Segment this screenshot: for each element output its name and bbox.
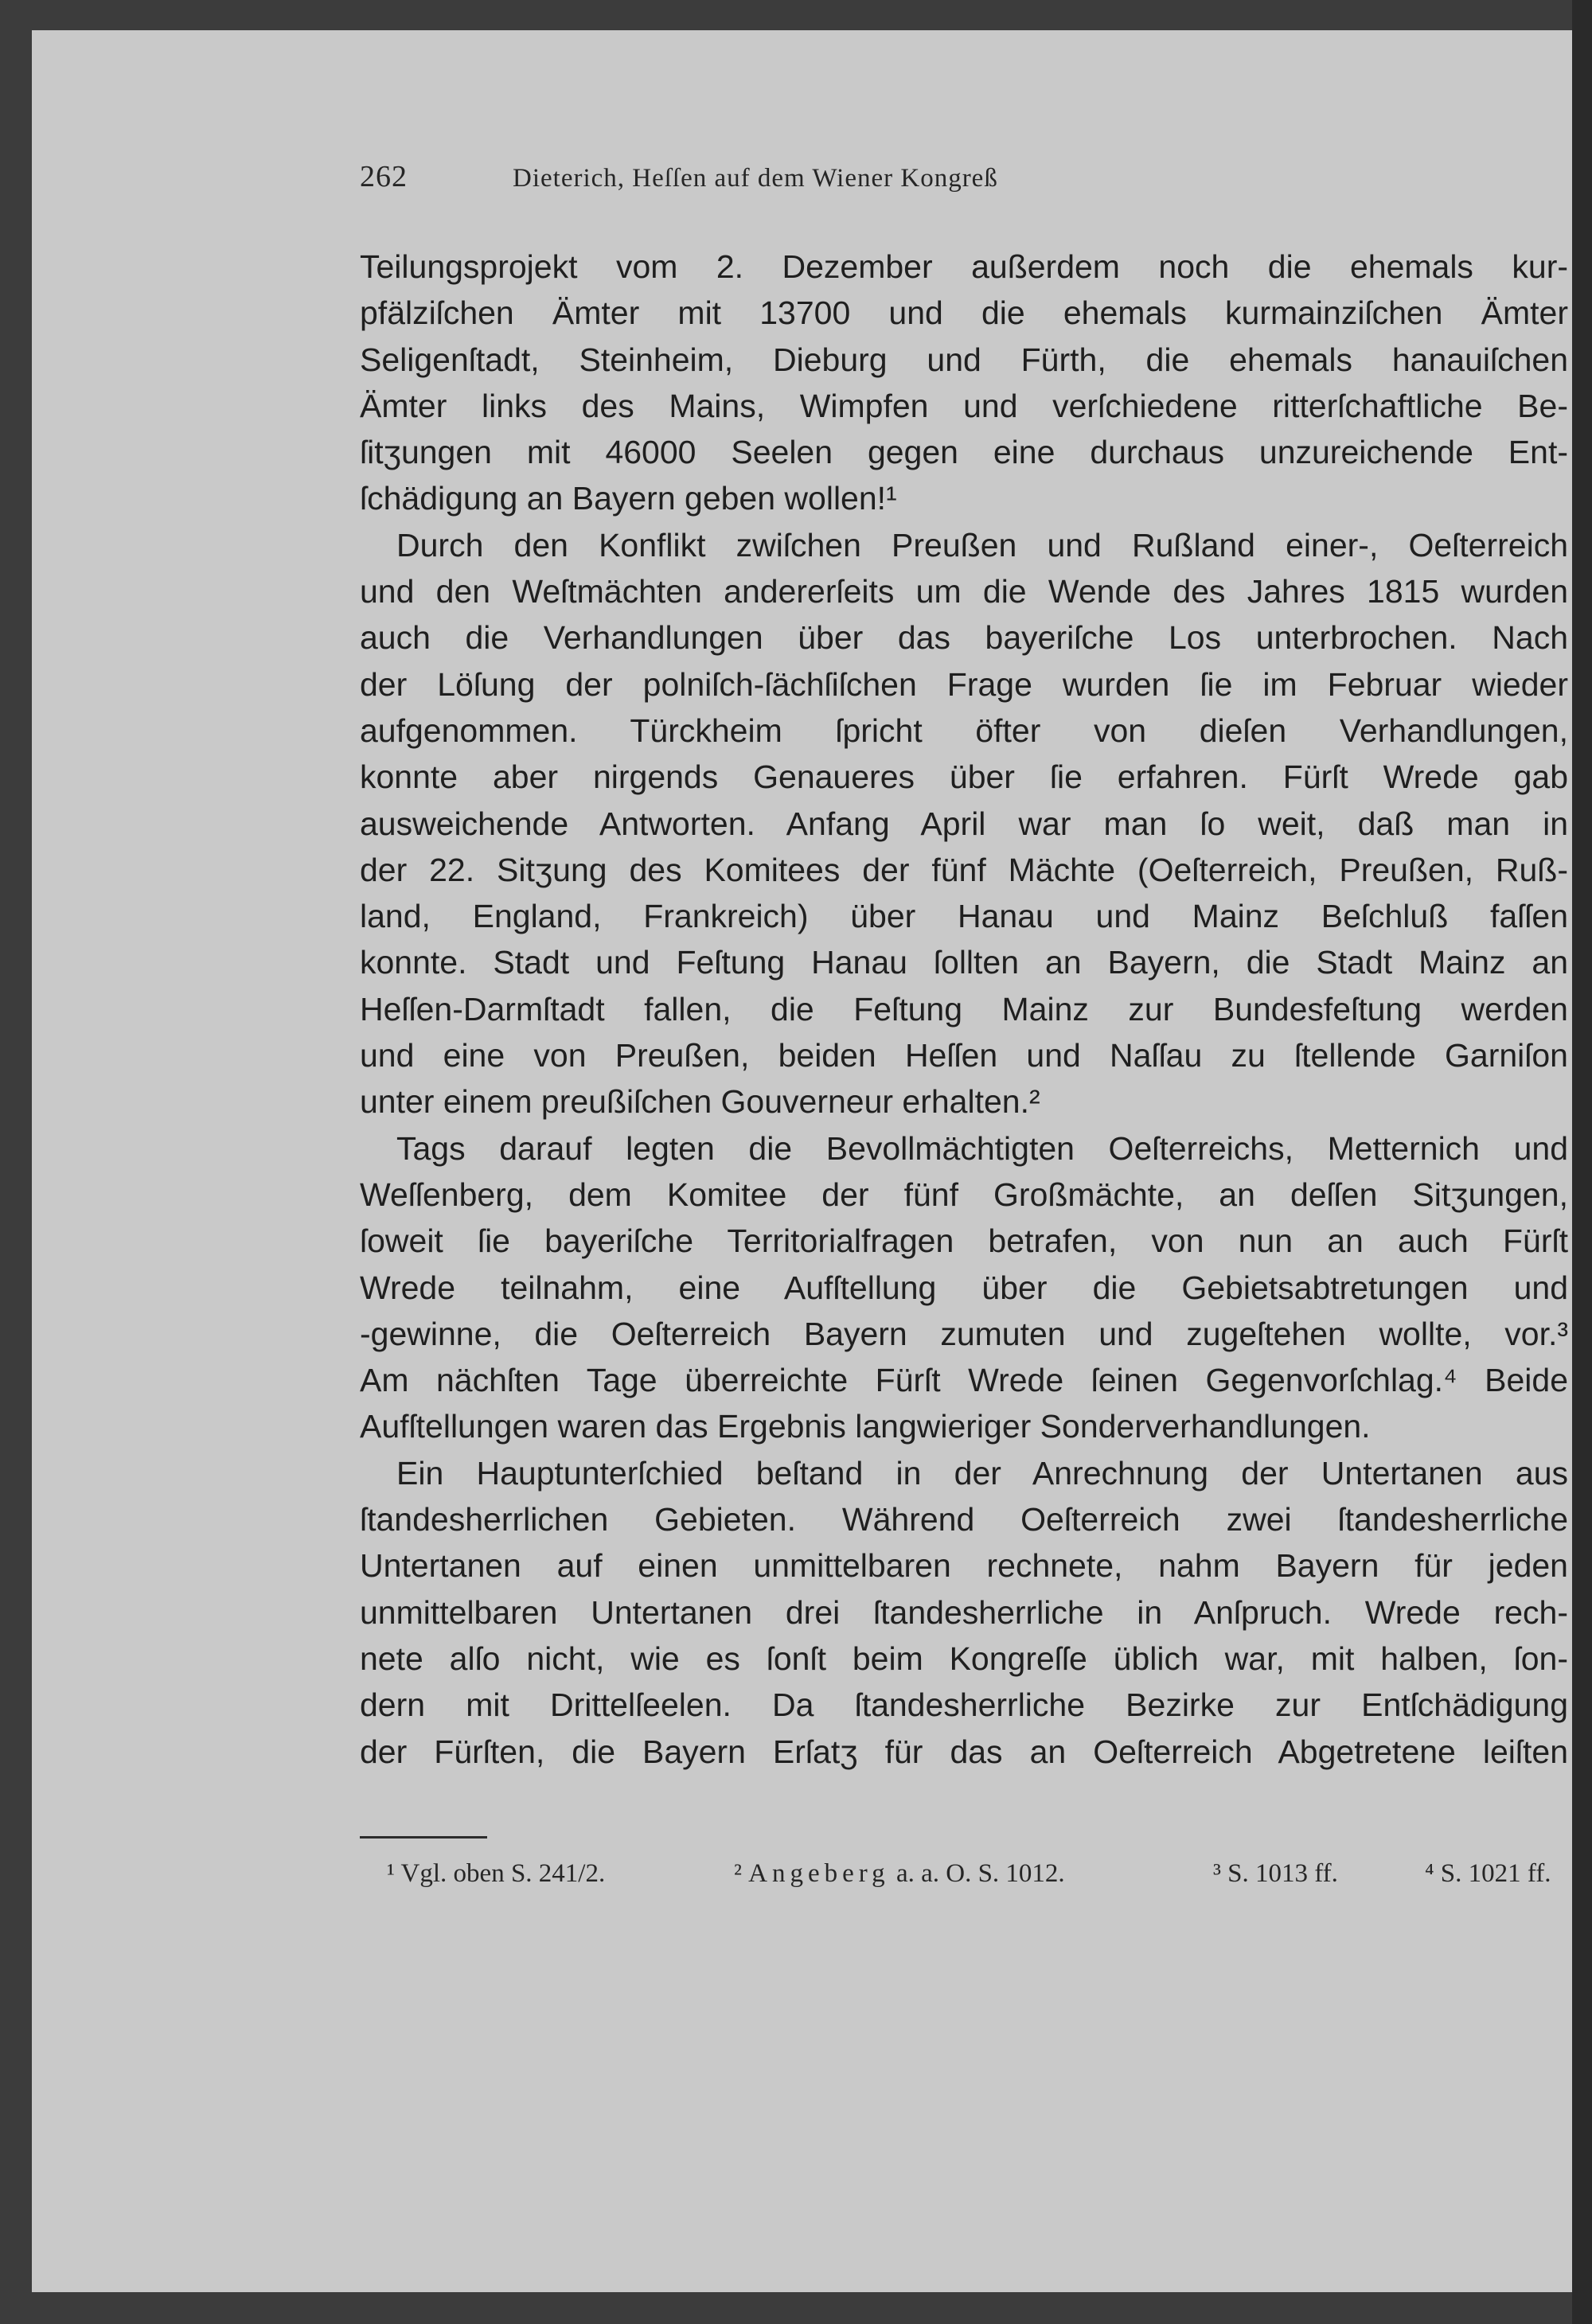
text-line: konnte. Stadt und Feſtung Hanau ſollten an Bayern, die Stadt Mainz an	[360, 944, 1568, 981]
footnote-1: ¹ Vgl. oben S. 241/2.	[387, 1859, 606, 1888]
text-line: Aufſtellungen waren das Ergebnis langwieriger Sonderverhandlungen.	[360, 1408, 1371, 1445]
text-line: unmittelbaren Untertanen drei ſtandesherrliche in Anſpruch. Wrede rech-	[360, 1593, 1568, 1631]
text-line: ſitʒungen mit 46000 Seelen gegen eine durchaus unzureichende Ent-	[360, 434, 1568, 471]
footnote-4: ⁴ S. 1021 ff.	[1425, 1859, 1551, 1888]
paragraph-start-line: Tags darauf legten die Bevollmächtigten Oeſterreichs, Metternich und	[396, 1129, 1568, 1167]
paragraph-start-line: Ein Hauptunterſchied beſtand in der Anrechnung der Untertanen aus	[396, 1454, 1568, 1491]
text-line: ausweichende Antworten. Anfang April war man ſo weit, daß man in	[360, 805, 1568, 842]
text-line: Wrede teilnahm, eine Aufſtellung über die Gebietsabtretungen und	[360, 1269, 1568, 1306]
text-line: Teilungsprojekt vom 2. Dezember außerdem noch die ehemals kur-	[360, 248, 1568, 285]
page-binding-edge	[1572, 0, 1592, 2324]
text-line: Heſſen-Darmſtadt fallen, die Feſtung Mainz zur Bundesfeſtung werden	[360, 990, 1568, 1027]
text-line: und eine von Preußen, beiden Heſſen und Naſſau zu ſtellende Garniſon	[360, 1037, 1568, 1074]
footnote-divider	[360, 1836, 487, 1839]
text-line: aufgenommen. Türckheim ſpricht öfter von dieſen Verhandlungen,	[360, 712, 1568, 749]
text-line: ſoweit ſie bayeriſche Territorialfragen betrafen, von nun an auch Fürſt	[360, 1222, 1568, 1260]
text-line: dern mit Drittelſeelen. Da ſtandesherrliche Bezirke zur Entſchädigung	[360, 1686, 1568, 1724]
text-line: land, England, Frankreich) über Hanau und Mainz Beſchluß faſſen	[360, 898, 1568, 935]
footnote-2	[734, 1859, 1065, 1889]
text-line: der Löſung der polniſch-ſächſiſchen Frage wurden ſie im Februar wieder	[360, 665, 1568, 703]
text-line: konnte aber nirgends Genaueres über ſie erfahren. Fürſt Wrede gab	[360, 758, 1568, 796]
paragraph-start-line: Durch den Konflikt zwiſchen Preußen und Rußland einer-, Oeſterreich	[396, 526, 1568, 563]
text-line: der 22. Sitʒung des Komitees der fünf Mächte (Oeſterreich, Preußen, Ruß-	[360, 851, 1568, 888]
footnote-2-author: Angeberg	[748, 1859, 890, 1888]
text-line: Untertanen auf einen unmittelbaren rechnete, nahm Bayern für jeden	[360, 1547, 1568, 1585]
running-head	[360, 159, 1554, 207]
footnote-3: ³ S. 1013 ff.	[1213, 1859, 1338, 1888]
text-line: auch die Verhandlungen über das bayeriſche Los unterbrochen. Nach	[360, 619, 1568, 657]
text-line: Weſſenberg, dem Komitee der fünf Großmächte, an deſſen Sitʒungen,	[360, 1176, 1568, 1213]
page-number: 262	[360, 160, 408, 193]
text-line: Am nächſten Tage überreichte Fürſt Wrede ſeinen Gegenvorſchlag.⁴ Beide	[360, 1362, 1568, 1399]
footnote-2-marker: ²	[734, 1859, 742, 1888]
running-title: Dieterich, Heſſen auf dem Wiener Kongreß	[513, 164, 998, 193]
text-line: unter einem preußiſchen Gouverneur erhalten.²	[360, 1083, 1040, 1121]
text-line: Seligenſtadt, Steinheim, Dieburg und Fürth, die ehemals hanauiſchen	[360, 341, 1568, 378]
footnote-2-reference: a. a. O. S. 1012.	[896, 1859, 1065, 1888]
text-line: -gewinne, die Oeſterreich Bayern zumuten und zugeſtehen wollte, vor.³	[360, 1315, 1568, 1352]
text-line: pfälziſchen Ämter mit 13700 und die ehemals kurmainziſchen Ämter	[360, 294, 1568, 332]
text-line: ſchädigung an Bayern geben wollen!¹	[360, 480, 897, 517]
text-line: Ämter links des Mains, Wimpfen und verſchiedene ritterſchaftliche Be-	[360, 387, 1568, 424]
body-text	[360, 244, 1568, 1775]
footnotes	[360, 1859, 1568, 1899]
text-line: nete alſo nicht, wie es ſonſt beim Kongreſſe üblich war, mit halben, ſon-	[360, 1640, 1568, 1677]
text-line: der Fürſten, die Bayern Erſatʒ für das an Oeſterreich Abgetretene leiſten	[360, 1733, 1568, 1770]
text-line: und den Weſtmächten andererſeits um die Wende des Jahres 1815 wurden	[360, 573, 1568, 610]
text-line: ſtandesherrlichen Gebieten. Während Oeſterreich zwei ſtandesherrliche	[360, 1501, 1568, 1538]
